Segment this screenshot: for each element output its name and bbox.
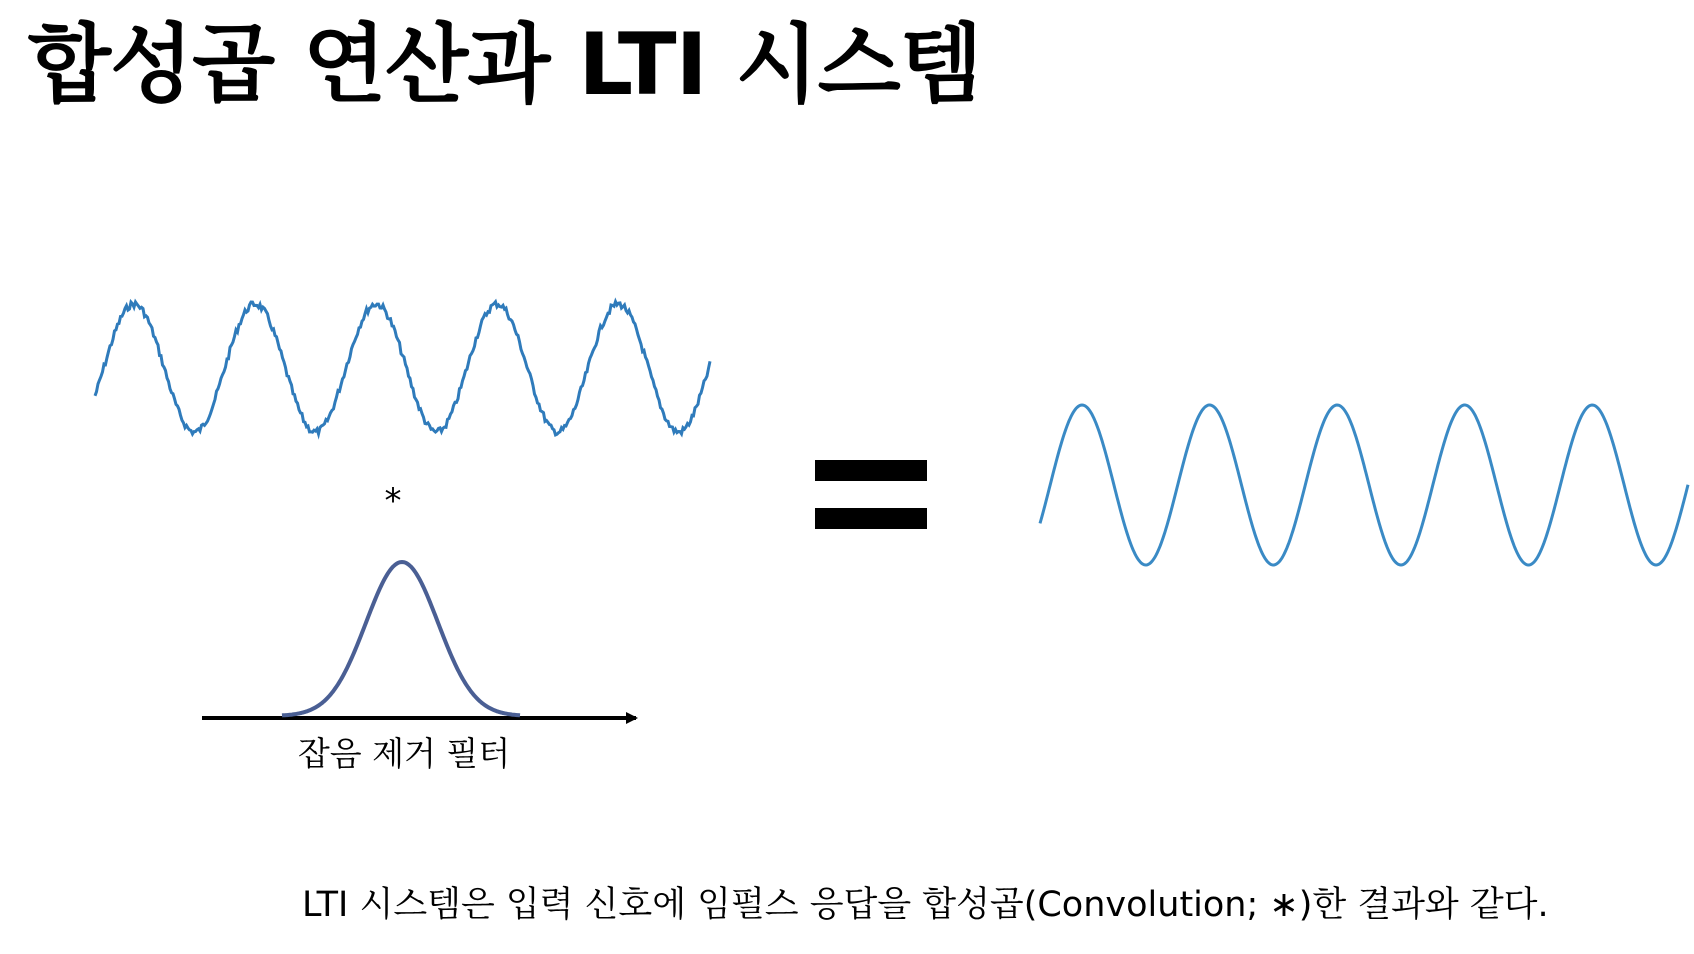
footer-caption: LTI 시스템은 입력 신호에 임펄스 응답을 합성곱(Convolution; ∗)한 결과와 같다.: [302, 885, 1549, 925]
output-signal-waveform: [1040, 405, 1688, 565]
convolution-operator-symbol: *: [384, 481, 402, 521]
filter-impulse-response-curve: [282, 562, 520, 715]
filter-label: 잡음 제거 필터: [297, 734, 511, 773]
page-title: 합성곱 연산과 LTI 시스템: [28, 15, 982, 115]
input-signal-waveform: [95, 302, 710, 435]
equals-sign: [815, 460, 927, 529]
